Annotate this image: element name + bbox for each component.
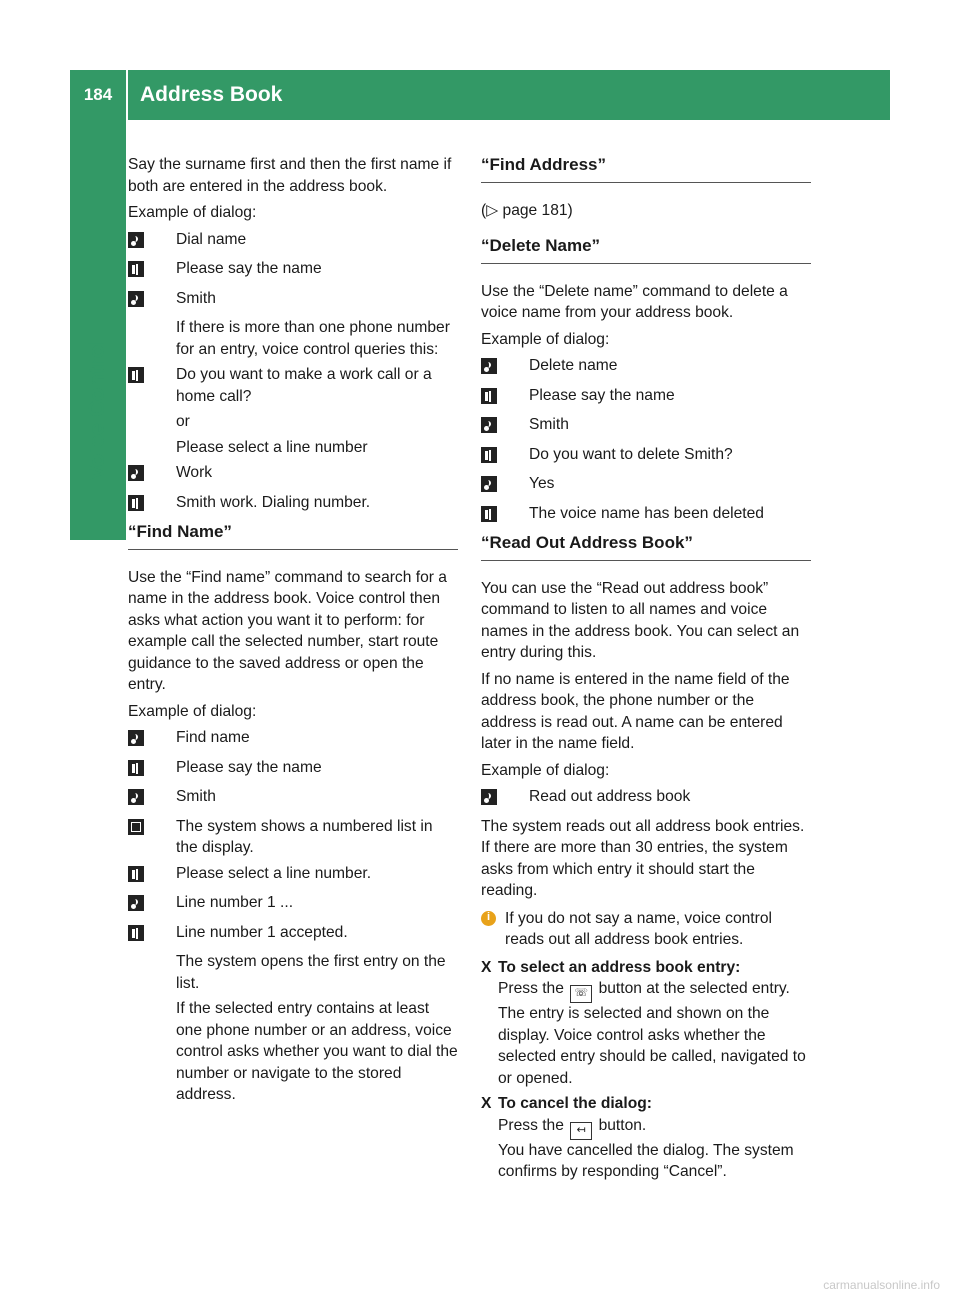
step-title: To cancel the dialog: (498, 1095, 652, 1112)
system-speech-icon (128, 261, 144, 277)
system-speech-icon (128, 866, 144, 882)
section-heading-find-name: “Find Name” (128, 521, 458, 550)
dialog-line (481, 414, 811, 440)
dialog-text: The voice name has been deleted (529, 504, 764, 522)
dialog-text: Yes (529, 475, 555, 492)
dialog-line (128, 998, 458, 1106)
dialog-text: Smith (176, 788, 216, 805)
dialog-text: Do you want to make a work call or a home call? (176, 366, 432, 405)
dialog-text: Smith (176, 289, 216, 307)
dialog-list (481, 786, 811, 812)
phone-icon: ☏ (570, 985, 592, 1003)
step-result: You have cancelled the dialog. The system confirms by responding “Cancel”. (498, 1141, 794, 1180)
header-divider (126, 70, 128, 120)
dialog-line (128, 727, 458, 753)
user-speech-icon (128, 291, 144, 307)
dialog-text: Please select a line number (176, 438, 368, 456)
user-speech-icon (128, 232, 144, 248)
dialog-line (128, 317, 458, 360)
display-icon (128, 819, 144, 835)
dialog-line (128, 364, 458, 407)
user-speech-icon (481, 358, 497, 374)
page-title: Address Book (140, 83, 283, 106)
dialog-text: If there is more than one phone number for an entry, voice control queries this: (176, 319, 450, 358)
watermark: carmanualsonline.info (823, 1278, 940, 1292)
find-name-text: Use the “Find name” command to search for a name in the address book. Voice control then asks what action you want it to perform: for example call the selected number, start route guidance to the saved address or open the entry. (128, 568, 447, 693)
dialog-text: Find name (176, 729, 250, 746)
info-text: If you do not say a name, voice control reads out all address book entries. (505, 909, 772, 948)
dialog-line (481, 786, 811, 812)
dialog-list (128, 727, 458, 1106)
example-label: Example of dialog: (128, 204, 257, 221)
dialog-text: Please say the name (176, 260, 322, 277)
dialog-line (128, 258, 458, 284)
info-note (481, 908, 811, 951)
instruction-step (481, 1093, 811, 1183)
example-label: Example of dialog: (128, 702, 257, 720)
system-speech-icon (128, 495, 144, 511)
dialog-line (128, 863, 458, 889)
dialog-text: Please select a line number. (176, 864, 372, 882)
arrow-icon: X (481, 1095, 492, 1112)
page-number: 184 (83, 85, 113, 104)
dialog-line (481, 473, 811, 499)
section-heading-read-out: “Read Out Address Book” (481, 532, 811, 561)
page-reference: (▷ page 181) (481, 201, 573, 219)
user-speech-icon (128, 465, 144, 481)
dialog-line (128, 757, 458, 783)
step-action: Press the ☏ button at the selected entry. (498, 978, 811, 1003)
arrow-icon: X (481, 958, 492, 976)
dialog-text: If the selected entry contains at least one phone number or an address, voice control asks whether you want to dial the number or navigate to the stored address. (176, 1000, 458, 1103)
read-out-text: If no name is entered in the name field of the address book, the phone number or the address is read out. A name can be entered later in the name field. (481, 670, 790, 752)
user-speech-icon (481, 476, 497, 492)
dialog-line (481, 385, 811, 411)
dialog-line (128, 411, 458, 433)
user-speech-icon (481, 417, 497, 433)
dialog-text: Work (176, 464, 213, 481)
system-speech-icon (481, 447, 497, 463)
dialog-line (128, 816, 458, 859)
right-column (481, 154, 811, 1187)
dialog-text: Smith (529, 416, 569, 433)
dialog-line (128, 922, 458, 948)
dialog-text: The system opens the first entry on the list. (176, 953, 446, 992)
info-icon: i (481, 911, 496, 926)
dialog-text: or (176, 413, 190, 430)
dialog-list (128, 229, 458, 518)
dialog-text: Smith work. Dialing number. (176, 493, 371, 511)
system-speech-icon (481, 388, 497, 404)
section-heading-delete-name: “Delete Name” (481, 235, 811, 264)
dialog-line (128, 892, 458, 918)
step-result: The entry is selected and shown on the display. Voice control asks whether the selected entry should be called, navigated to or opened. (498, 1005, 806, 1087)
dialog-line (481, 503, 811, 529)
dialog-line (128, 437, 458, 459)
system-speech-icon (128, 760, 144, 776)
user-speech-icon (128, 730, 144, 746)
system-speech-icon (128, 367, 144, 383)
dialog-text: Dial name (176, 230, 247, 248)
read-out-text: The system reads out all address book entries. If there are more than 30 entries, the system asks from which entry it should start the reading. (481, 817, 805, 899)
dialog-line (128, 462, 458, 488)
dialog-text: Line number 1 ... (176, 894, 294, 911)
example-label: Example of dialog: (481, 330, 610, 348)
user-speech-icon (128, 789, 144, 805)
dialog-text: The system shows a numbered list in the display. (176, 817, 433, 856)
back-icon: ↤ (570, 1122, 592, 1140)
step-action: Press the ↤ button. (498, 1115, 811, 1140)
read-out-text: You can use the “Read out address book” command to listen to all names and voice names in the address book. You can select an entry during this. (481, 579, 800, 661)
dialog-text: Please say the name (176, 758, 322, 776)
side-label: Voice Control (84, 338, 109, 480)
dialog-line (128, 492, 458, 518)
dialog-line (128, 951, 458, 994)
dialog-line (481, 444, 811, 470)
example-label: Example of dialog: (481, 761, 610, 779)
system-speech-icon (128, 925, 144, 941)
instruction-step (481, 957, 811, 1090)
dialog-line (128, 288, 458, 314)
dialog-list (481, 355, 811, 528)
dialog-text: Read out address book (529, 788, 691, 805)
section-heading-find-address: “Find Address” (481, 154, 811, 183)
intro-text: Say the surname first and then the first name if both are entered in the address book. (128, 156, 452, 195)
dialog-line (128, 229, 458, 255)
user-speech-icon (481, 789, 497, 805)
system-speech-icon (481, 506, 497, 522)
dialog-text: Delete name (529, 357, 618, 374)
dialog-line (128, 786, 458, 812)
dialog-text: Do you want to delete Smith? (529, 445, 733, 463)
user-speech-icon (128, 895, 144, 911)
dialog-text: Line number 1 accepted. (176, 923, 348, 941)
step-title: To select an address book entry: (498, 958, 741, 976)
left-column (128, 154, 458, 1110)
delete-name-text: Use the “Delete name” command to delete a voice name from your address book. (481, 282, 788, 321)
dialog-line (481, 355, 811, 381)
dialog-text: Please say the name (529, 386, 675, 404)
